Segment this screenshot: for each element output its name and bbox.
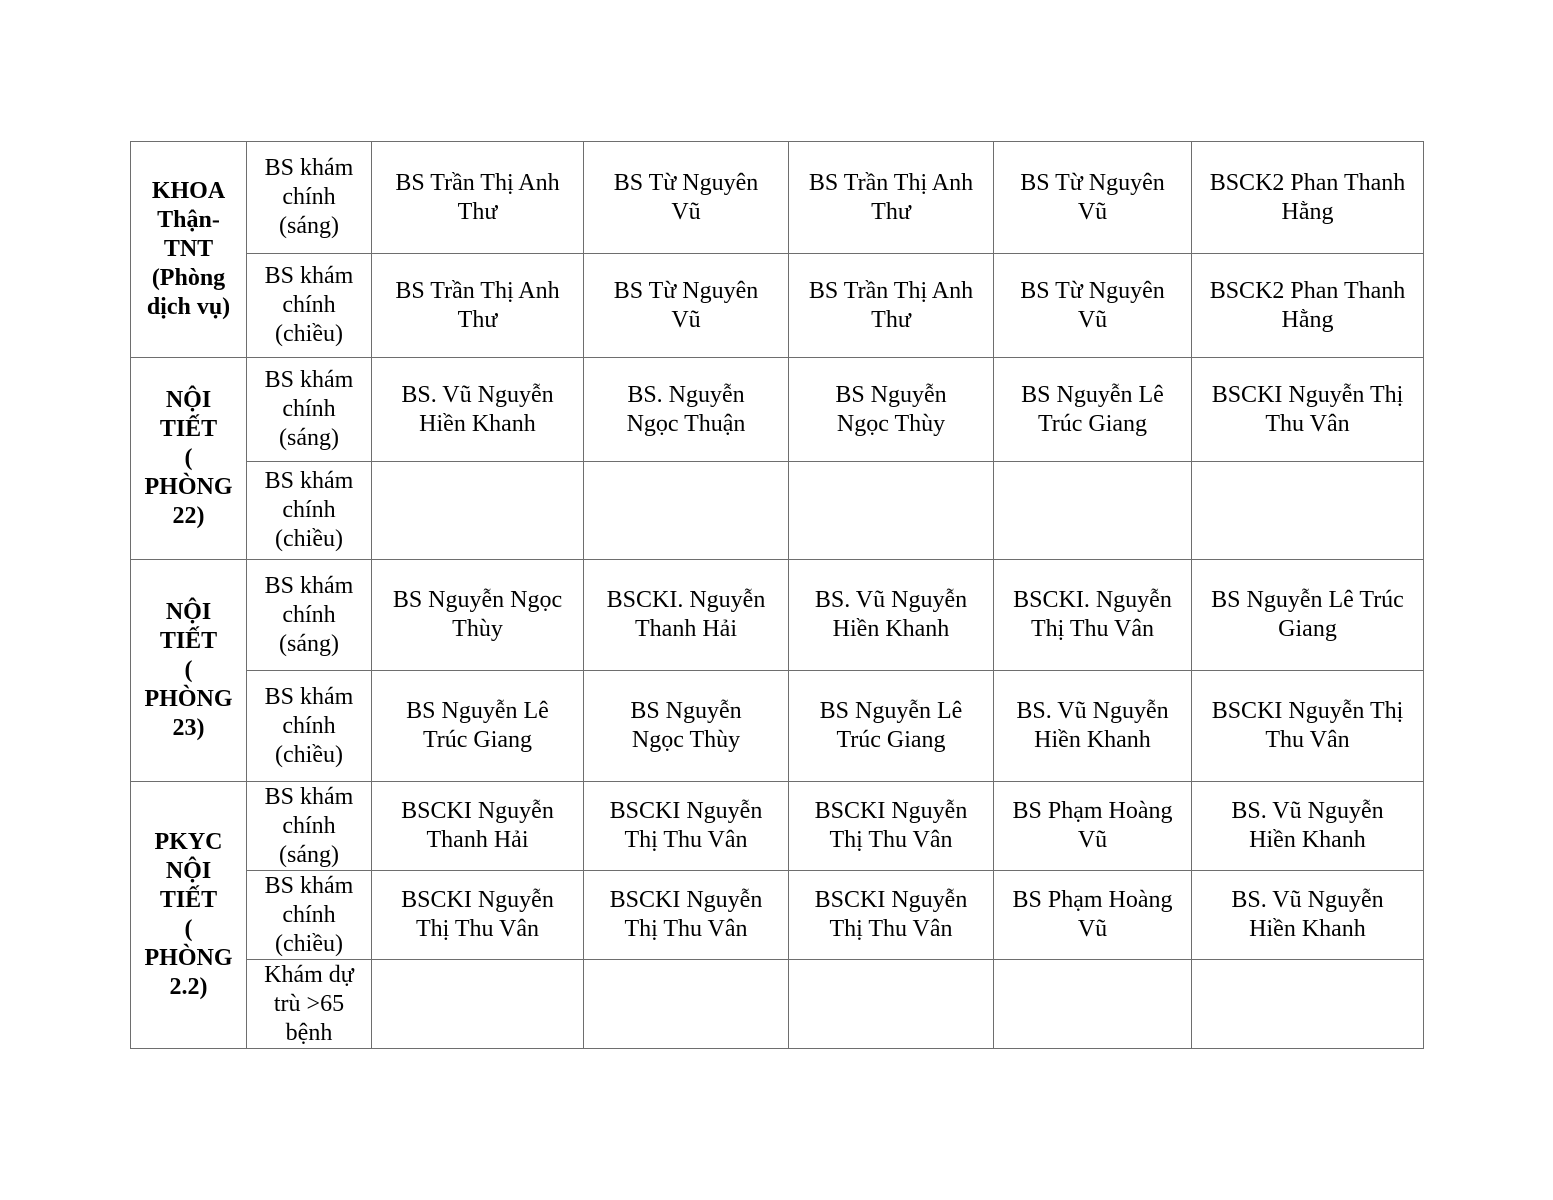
- doctor-cell: BS Nguyễn Ngọc Thùy: [372, 560, 584, 671]
- doctor-cell: [994, 960, 1192, 1049]
- doctor-cell: BSCKI Nguyễn Thị Thu Vân: [584, 782, 789, 871]
- doctor-cell: BS Trần Thị Anh Thư: [372, 142, 584, 254]
- doctor-cell: BSCK2 Phan Thanh Hằng: [1192, 142, 1424, 254]
- shift-label: BS khám chính (chiều): [247, 462, 372, 560]
- doctor-cell: [789, 960, 994, 1049]
- doctor-cell: [372, 462, 584, 560]
- department-name: NỘI TIẾT ( PHÒNG 22): [131, 358, 247, 560]
- table-row: [131, 560, 1424, 671]
- table-row: [131, 254, 1424, 358]
- shift-label: BS khám chính (chiều): [247, 871, 372, 960]
- doctor-cell: BS. Vũ Nguyễn Hiền Khanh: [994, 671, 1192, 782]
- doctor-cell: [584, 960, 789, 1049]
- doctor-cell: BS Nguyễn Ngọc Thùy: [584, 671, 789, 782]
- doctor-cell: BS Trần Thị Anh Thư: [789, 142, 994, 254]
- doctor-cell: BSCKI Nguyễn Thị Thu Vân: [1192, 671, 1424, 782]
- doctor-cell: BS. Nguyễn Ngọc Thuận: [584, 358, 789, 462]
- doctor-cell: BS. Vũ Nguyễn Hiền Khanh: [1192, 782, 1424, 871]
- doctor-cell: BS Nguyễn Lê Trúc Giang: [1192, 560, 1424, 671]
- doctor-cell: BSCKI. Nguyễn Thị Thu Vân: [994, 560, 1192, 671]
- doctor-cell: BSCKI. Nguyễn Thanh Hải: [584, 560, 789, 671]
- doctor-cell: BS. Vũ Nguyễn Hiền Khanh: [789, 560, 994, 671]
- doctor-cell: BSCK2 Phan Thanh Hằng: [1192, 254, 1424, 358]
- shift-label: Khám dự trù >65 bệnh: [247, 960, 372, 1049]
- department-name: NỘI TIẾT ( PHÒNG 23): [131, 560, 247, 782]
- shift-label: BS khám chính (sáng): [247, 358, 372, 462]
- shift-label: BS khám chính (sáng): [247, 142, 372, 254]
- table-row: [131, 782, 1424, 871]
- doctor-cell: [584, 462, 789, 560]
- table-row: [131, 871, 1424, 960]
- doctor-cell: [789, 462, 994, 560]
- table-row: [131, 358, 1424, 462]
- doctor-cell: [1192, 462, 1424, 560]
- doctor-schedule-table: [130, 141, 1424, 1049]
- shift-label: BS khám chính (sáng): [247, 782, 372, 871]
- doctor-cell: [372, 960, 584, 1049]
- doctor-cell: BS Trần Thị Anh Thư: [789, 254, 994, 358]
- department-name: KHOA Thận- TNT (Phòng dịch vụ): [131, 142, 247, 358]
- doctor-cell: BSCKI Nguyễn Thanh Hải: [372, 782, 584, 871]
- doctor-cell: BS Nguyễn Ngọc Thùy: [789, 358, 994, 462]
- department-name: PKYC NỘI TIẾT ( PHÒNG 2.2): [131, 782, 247, 1049]
- doctor-cell: BS Phạm Hoàng Vũ: [994, 782, 1192, 871]
- doctor-cell: BS Nguyễn Lê Trúc Giang: [789, 671, 994, 782]
- doctor-cell: BS. Vũ Nguyễn Hiền Khanh: [1192, 871, 1424, 960]
- doctor-cell: BSCKI Nguyễn Thị Thu Vân: [584, 871, 789, 960]
- doctor-cell: BS Từ Nguyên Vũ: [994, 142, 1192, 254]
- table-row: [131, 462, 1424, 560]
- doctor-cell: BS Từ Nguyên Vũ: [584, 142, 789, 254]
- doctor-cell: BS Từ Nguyên Vũ: [584, 254, 789, 358]
- table-row: [131, 671, 1424, 782]
- doctor-cell: [994, 462, 1192, 560]
- doctor-cell: BSCKI Nguyễn Thị Thu Vân: [1192, 358, 1424, 462]
- doctor-cell: [1192, 960, 1424, 1049]
- table-row: [131, 960, 1424, 1049]
- doctor-cell: BSCKI Nguyễn Thị Thu Vân: [789, 782, 994, 871]
- doctor-cell: BSCKI Nguyễn Thị Thu Vân: [789, 871, 994, 960]
- shift-label: BS khám chính (chiều): [247, 254, 372, 358]
- doctor-cell: BS. Vũ Nguyễn Hiền Khanh: [372, 358, 584, 462]
- doctor-cell: BS Trần Thị Anh Thư: [372, 254, 584, 358]
- doctor-cell: BSCKI Nguyễn Thị Thu Vân: [372, 871, 584, 960]
- shift-label: BS khám chính (sáng): [247, 560, 372, 671]
- table-row: [131, 142, 1424, 254]
- doctor-cell: BS Nguyễn Lê Trúc Giang: [372, 671, 584, 782]
- doctor-cell: BS Nguyễn Lê Trúc Giang: [994, 358, 1192, 462]
- shift-label: BS khám chính (chiều): [247, 671, 372, 782]
- doctor-cell: BS Từ Nguyên Vũ: [994, 254, 1192, 358]
- doctor-cell: BS Phạm Hoàng Vũ: [994, 871, 1192, 960]
